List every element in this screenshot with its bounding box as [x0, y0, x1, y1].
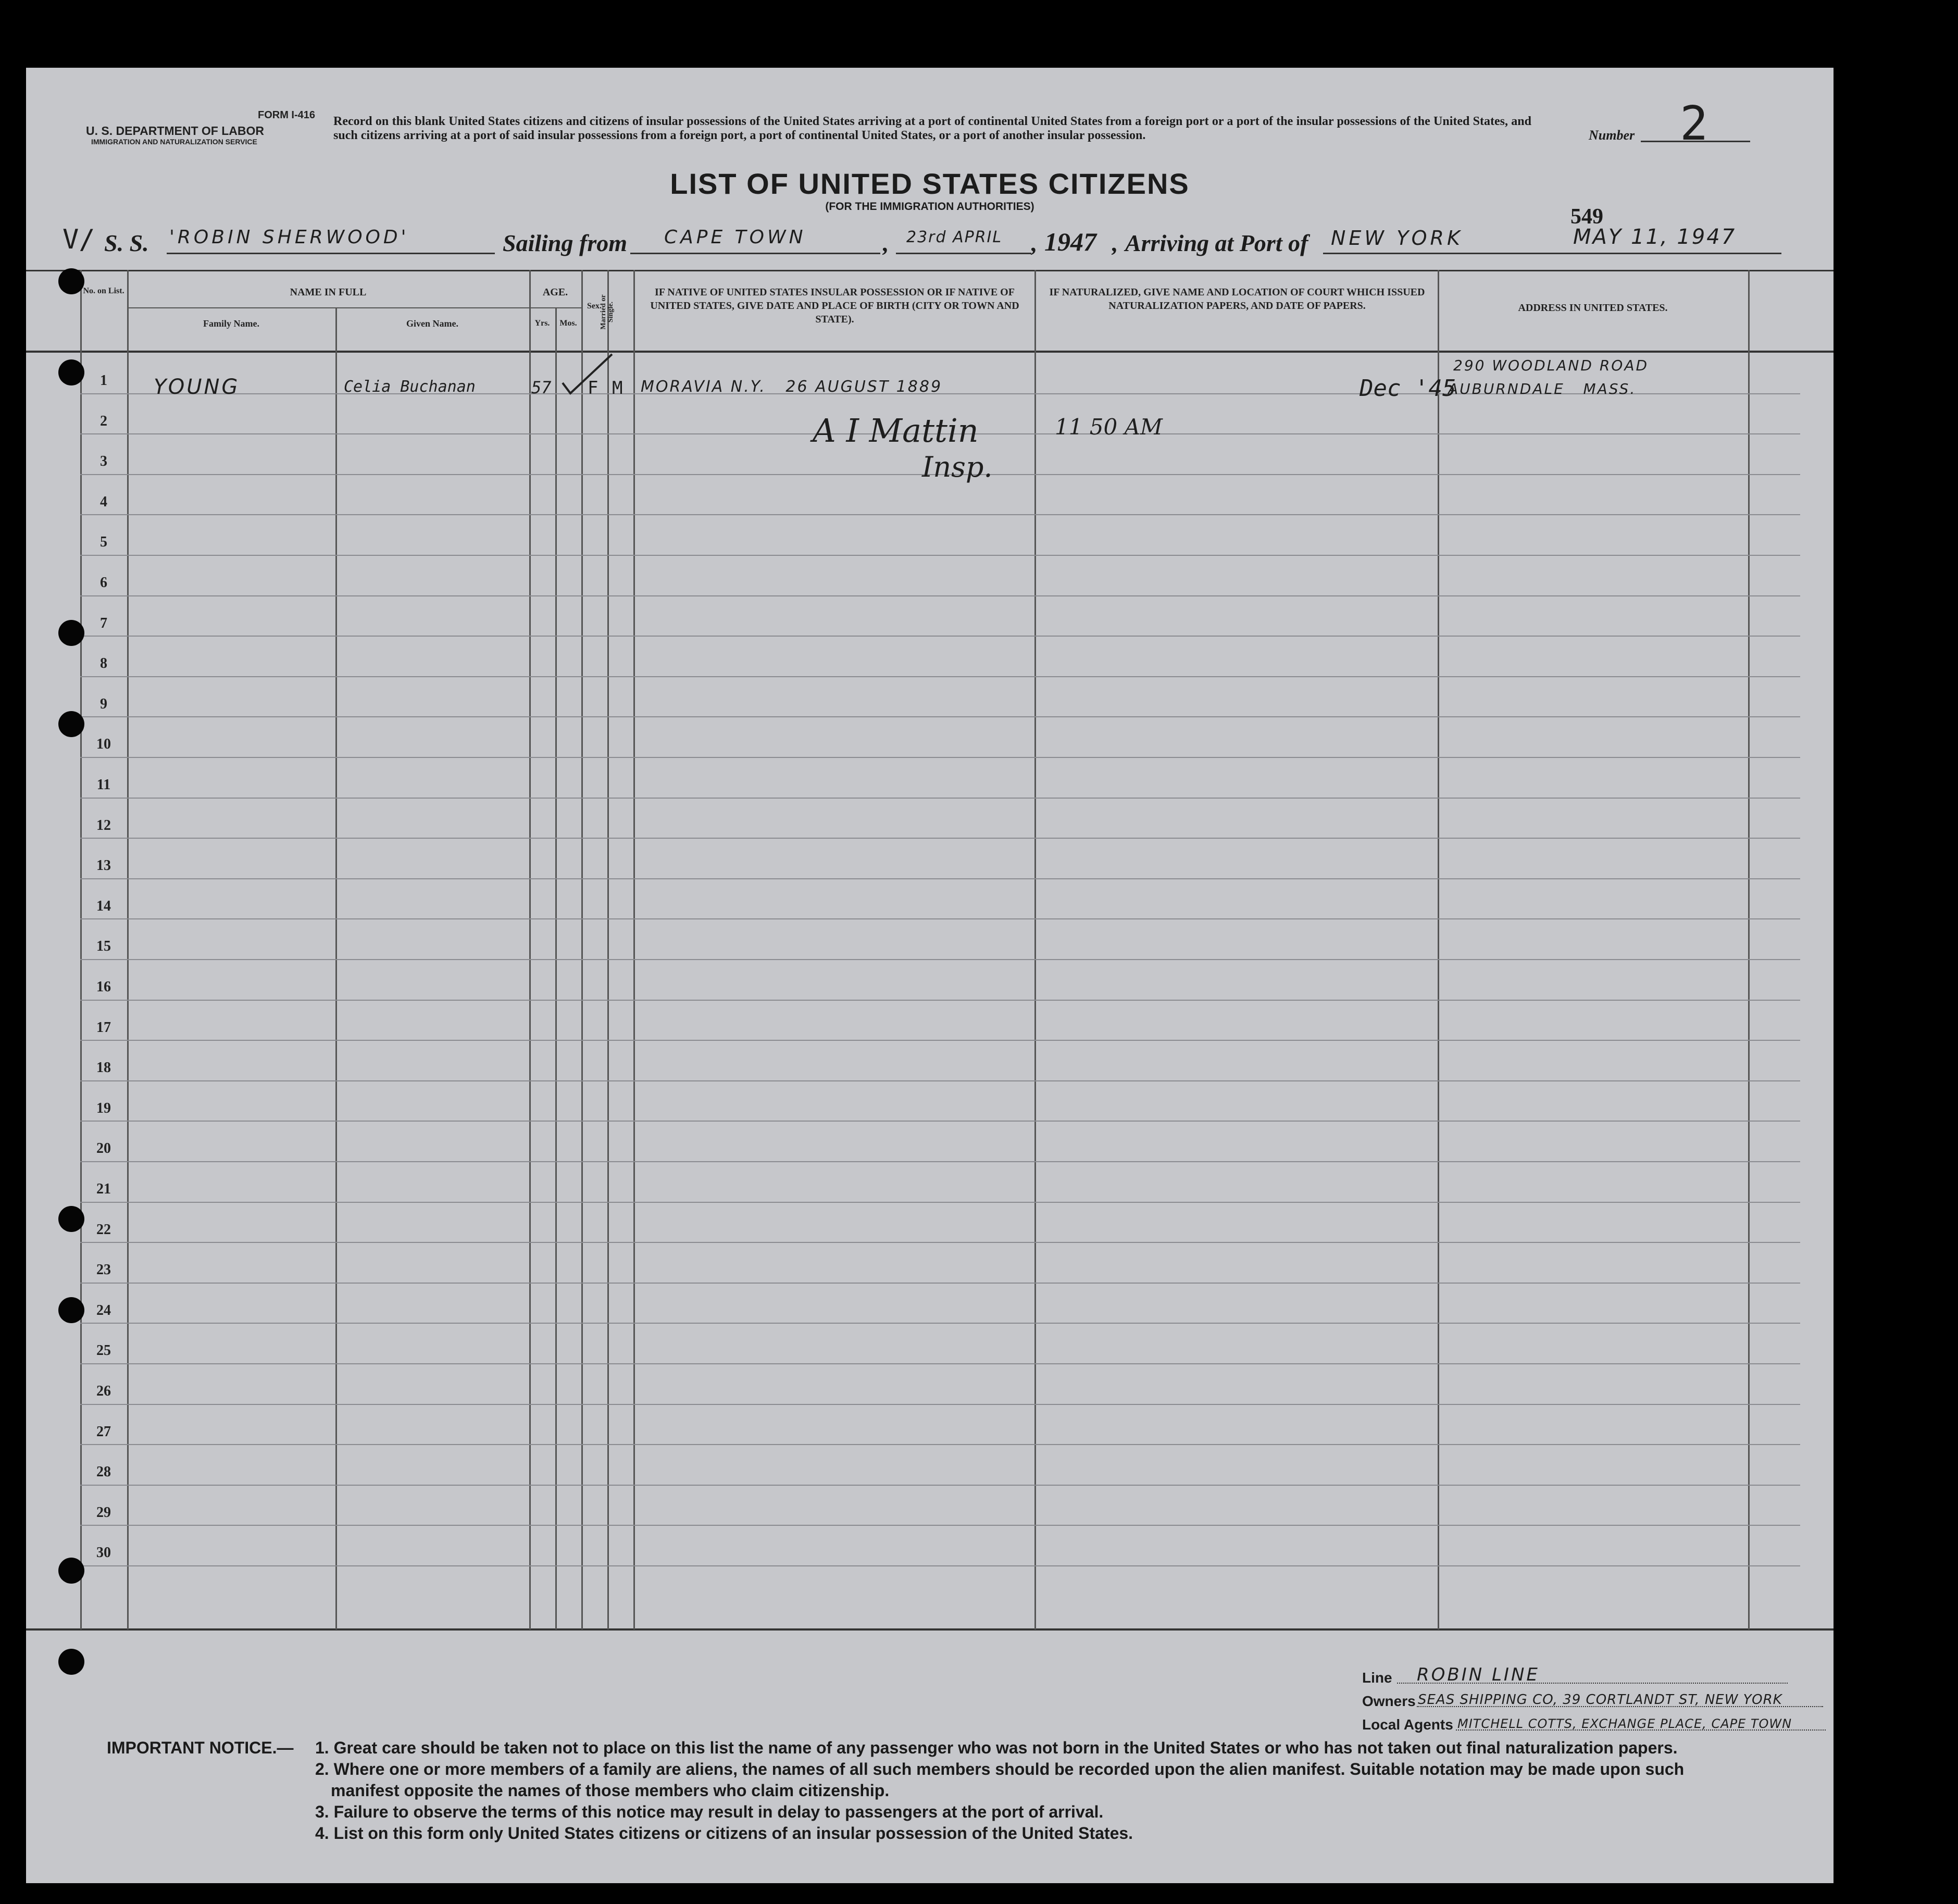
entry-address-line2: AUBURNDALE MASS. [1448, 380, 1637, 397]
row-number: 11 [96, 777, 111, 793]
row-line [80, 1404, 1800, 1405]
inspector-time: 11 50 AM [1055, 414, 1163, 440]
ship-underline [167, 253, 495, 254]
col-married-single: Married or Single. [600, 294, 615, 330]
row-number: 18 [96, 1060, 111, 1076]
sail-date-underline [896, 253, 1031, 254]
col-line-given [335, 307, 337, 1629]
row-line [80, 636, 1800, 637]
entry-given-name: Celia Buchanan [344, 378, 476, 396]
entry-address-line1: 290 WOODLAND ROAD [1453, 357, 1649, 374]
punch-hole [58, 1649, 84, 1675]
comma-1: , [883, 230, 889, 256]
col-family-name: Family Name. [203, 318, 259, 329]
sailing-from-value: CAPE TOWN [664, 227, 806, 248]
punch-hole [58, 1558, 84, 1584]
row-line [80, 757, 1800, 758]
comma-2: , [1031, 230, 1038, 256]
row-line [80, 1323, 1800, 1324]
row-number: 23 [96, 1262, 111, 1278]
row-line [80, 555, 1800, 556]
row-number: 14 [96, 898, 111, 914]
manifest-sheet [26, 68, 1834, 1883]
row-line [80, 1485, 1800, 1486]
row-line [80, 595, 1800, 596]
row-number: 25 [96, 1342, 111, 1359]
entry-naturalized-note: Dec '45 [1360, 375, 1456, 402]
punch-hole [58, 359, 84, 385]
number-value: 2 [1680, 96, 1708, 151]
col-naturalized: IF NATURALIZED, GIVE NAME AND LOCATION OF COURT WHICH ISSUED NATURALIZATION PAPERS, AND DATE OF PAPERS. [1049, 287, 1425, 312]
row-number: 24 [96, 1302, 111, 1318]
row-line [80, 676, 1800, 677]
row-line [80, 1363, 1800, 1364]
row-number: 28 [96, 1464, 111, 1480]
row-number: 13 [96, 857, 111, 874]
row-line [80, 1242, 1800, 1243]
notice-item-1: 1. Great care should be taken not to place on this list the name of any passenger who was not born in the United States or who has not taken out final naturalization papers. [315, 1738, 1678, 1757]
owners-value: SEAS SHIPPING CO, 39 CORTLANDT ST, NEW YORK [1418, 1692, 1782, 1708]
punch-hole [58, 1297, 84, 1323]
row-number: 5 [100, 534, 107, 550]
row-number: 12 [96, 817, 111, 833]
row-line [80, 716, 1800, 717]
row-line [80, 1565, 1800, 1566]
arriving-label: Arriving at Port of [1125, 230, 1308, 256]
row-line [80, 959, 1800, 960]
punch-hole [58, 268, 84, 294]
page-title: LIST OF UNITED STATES CITIZENS [670, 167, 1190, 200]
col-yrs: Yrs. [534, 319, 550, 328]
arriving-port: NEW YORK [1331, 227, 1463, 250]
notice-item-4: 4. List on this form only United States citizens or citizens of an insular possession of the United States. [315, 1824, 1133, 1843]
row-number: 2 [100, 413, 107, 429]
notice-item-2: 2. Where one or more members of a family are aliens, the names of all such members should be recorded upon the alien manifest. Suitable notation may be made upon such [315, 1760, 1685, 1778]
number-label: Number [1589, 128, 1635, 143]
row-number: 15 [96, 938, 111, 954]
comma-3: , [1112, 230, 1118, 256]
row-number: 9 [100, 696, 107, 712]
notice-item-3: 3. Failure to observe the terms of this notice may result in delay to passengers at the port of arrival. [315, 1802, 1104, 1821]
margin-mark: V/ [63, 224, 95, 255]
row-number: 29 [96, 1504, 111, 1521]
service-label: IMMIGRATION AND NATURALIZATION SERVICE [91, 138, 257, 146]
row-number: 20 [96, 1140, 111, 1156]
row-line [80, 1283, 1800, 1284]
row-line [80, 514, 1800, 515]
arriving-underline [1323, 253, 1781, 254]
row-line [80, 1525, 1800, 1526]
entry-married: M [612, 378, 623, 399]
row-number: 7 [100, 615, 107, 631]
row-number: 10 [96, 736, 111, 752]
entry-age-yrs: 57 [531, 378, 552, 397]
table-bottom-border [26, 1628, 1834, 1631]
notice-label: IMPORTANT NOTICE.— [107, 1738, 294, 1757]
sailing-from-label: Sailing from [503, 230, 628, 256]
punch-hole [58, 711, 84, 737]
row-number: 6 [100, 575, 107, 591]
ship-name: 'ROBIN SHERWOOD' [169, 227, 409, 248]
inspector-signature: A I Mattin [813, 412, 979, 450]
row-number: 4 [100, 494, 107, 510]
row-number: 22 [96, 1222, 111, 1238]
header-bottom-border [26, 351, 1834, 353]
row-number: 26 [96, 1383, 111, 1399]
line-label: Line [1362, 1670, 1392, 1686]
punch-hole [58, 620, 84, 646]
inspector-note: Insp. [922, 451, 993, 483]
col-name-in-full: NAME IN FULL [290, 287, 367, 298]
row-line [80, 1161, 1800, 1162]
row-line [80, 1040, 1800, 1041]
col-birth: IF NATIVE OF UNITED STATES INSULAR POSSESSION OR IF NATIVE OF UNITED STATES, GIVE DATE AND PLACE OF BIRTH (CITY OR TOWN AND STATE). [650, 287, 1019, 325]
row-number: 27 [96, 1424, 111, 1440]
col-mos: Mos. [559, 319, 577, 328]
page-subtitle: (FOR THE IMMIGRATION AUTHORITIES) [825, 201, 1034, 213]
row-number: 1 [100, 372, 107, 389]
row-number: 19 [96, 1100, 111, 1116]
row-line [80, 798, 1800, 799]
line-value: ROBIN LINE [1417, 1664, 1540, 1685]
col-age: AGE. [542, 287, 568, 298]
department-label: U. S. DEPARTMENT OF LABOR [86, 124, 265, 138]
col-no-on-list: No. on List. [83, 287, 124, 295]
entry-family-name: YOUNG [154, 375, 240, 399]
row-number: 17 [96, 1019, 111, 1036]
agents-value: MITCHELL COTTS, EXCHANGE PLACE, CAPE TOWN [1457, 1716, 1792, 1731]
row-number: 21 [96, 1181, 111, 1197]
stamp-number: 549 [1570, 205, 1603, 229]
form-number: FORM I-416 [258, 109, 316, 121]
row-number: 8 [100, 655, 107, 671]
row-line [80, 1202, 1800, 1203]
col-given-name: Given Name. [406, 318, 458, 329]
owners-label: Owners [1362, 1693, 1416, 1709]
table-top-border [26, 270, 1834, 271]
col-line-mos [555, 307, 557, 1629]
entry-birth: MORAVIA N.Y. 26 AUGUST 1889 [641, 378, 943, 396]
col-address: ADDRESS IN UNITED STATES. [1518, 302, 1668, 314]
row-line [80, 918, 1800, 919]
row-line [80, 1080, 1800, 1081]
punch-hole [58, 1206, 84, 1232]
name-subhead-line [127, 307, 555, 308]
instructions-text: Record on this blank United States citizens and citizens of insular possessions of the United States arriving at a port of continental United States from a foreign port or a port of the insular possessions of the United States, and such citizens arriving at a port of said insular possessions from a foreign port, a port of continental United States, or a port of another insular possession. [333, 115, 1531, 142]
row-number: 16 [96, 979, 111, 995]
arrival-date: MAY 11, 1947 [1573, 225, 1737, 249]
row-number: 30 [96, 1545, 111, 1561]
row-line [80, 1000, 1800, 1001]
row-number: 3 [100, 453, 107, 469]
sail-year: 1947 [1044, 227, 1096, 256]
entry-sex: F [588, 378, 598, 399]
agents-label: Local Agents [1362, 1716, 1453, 1733]
sail-date: 23rd APRIL [906, 228, 1003, 246]
row-line [80, 878, 1800, 879]
row-line [80, 1444, 1800, 1445]
col-sex: Sex. [587, 302, 602, 310]
row-line [80, 838, 1800, 839]
row-line [80, 1121, 1800, 1122]
sailing-from-underline [630, 253, 880, 254]
notice-item-2-cont: manifest opposite the names of those members who claim citizenship. [331, 1781, 890, 1800]
ship-label: S. S. [104, 230, 149, 256]
